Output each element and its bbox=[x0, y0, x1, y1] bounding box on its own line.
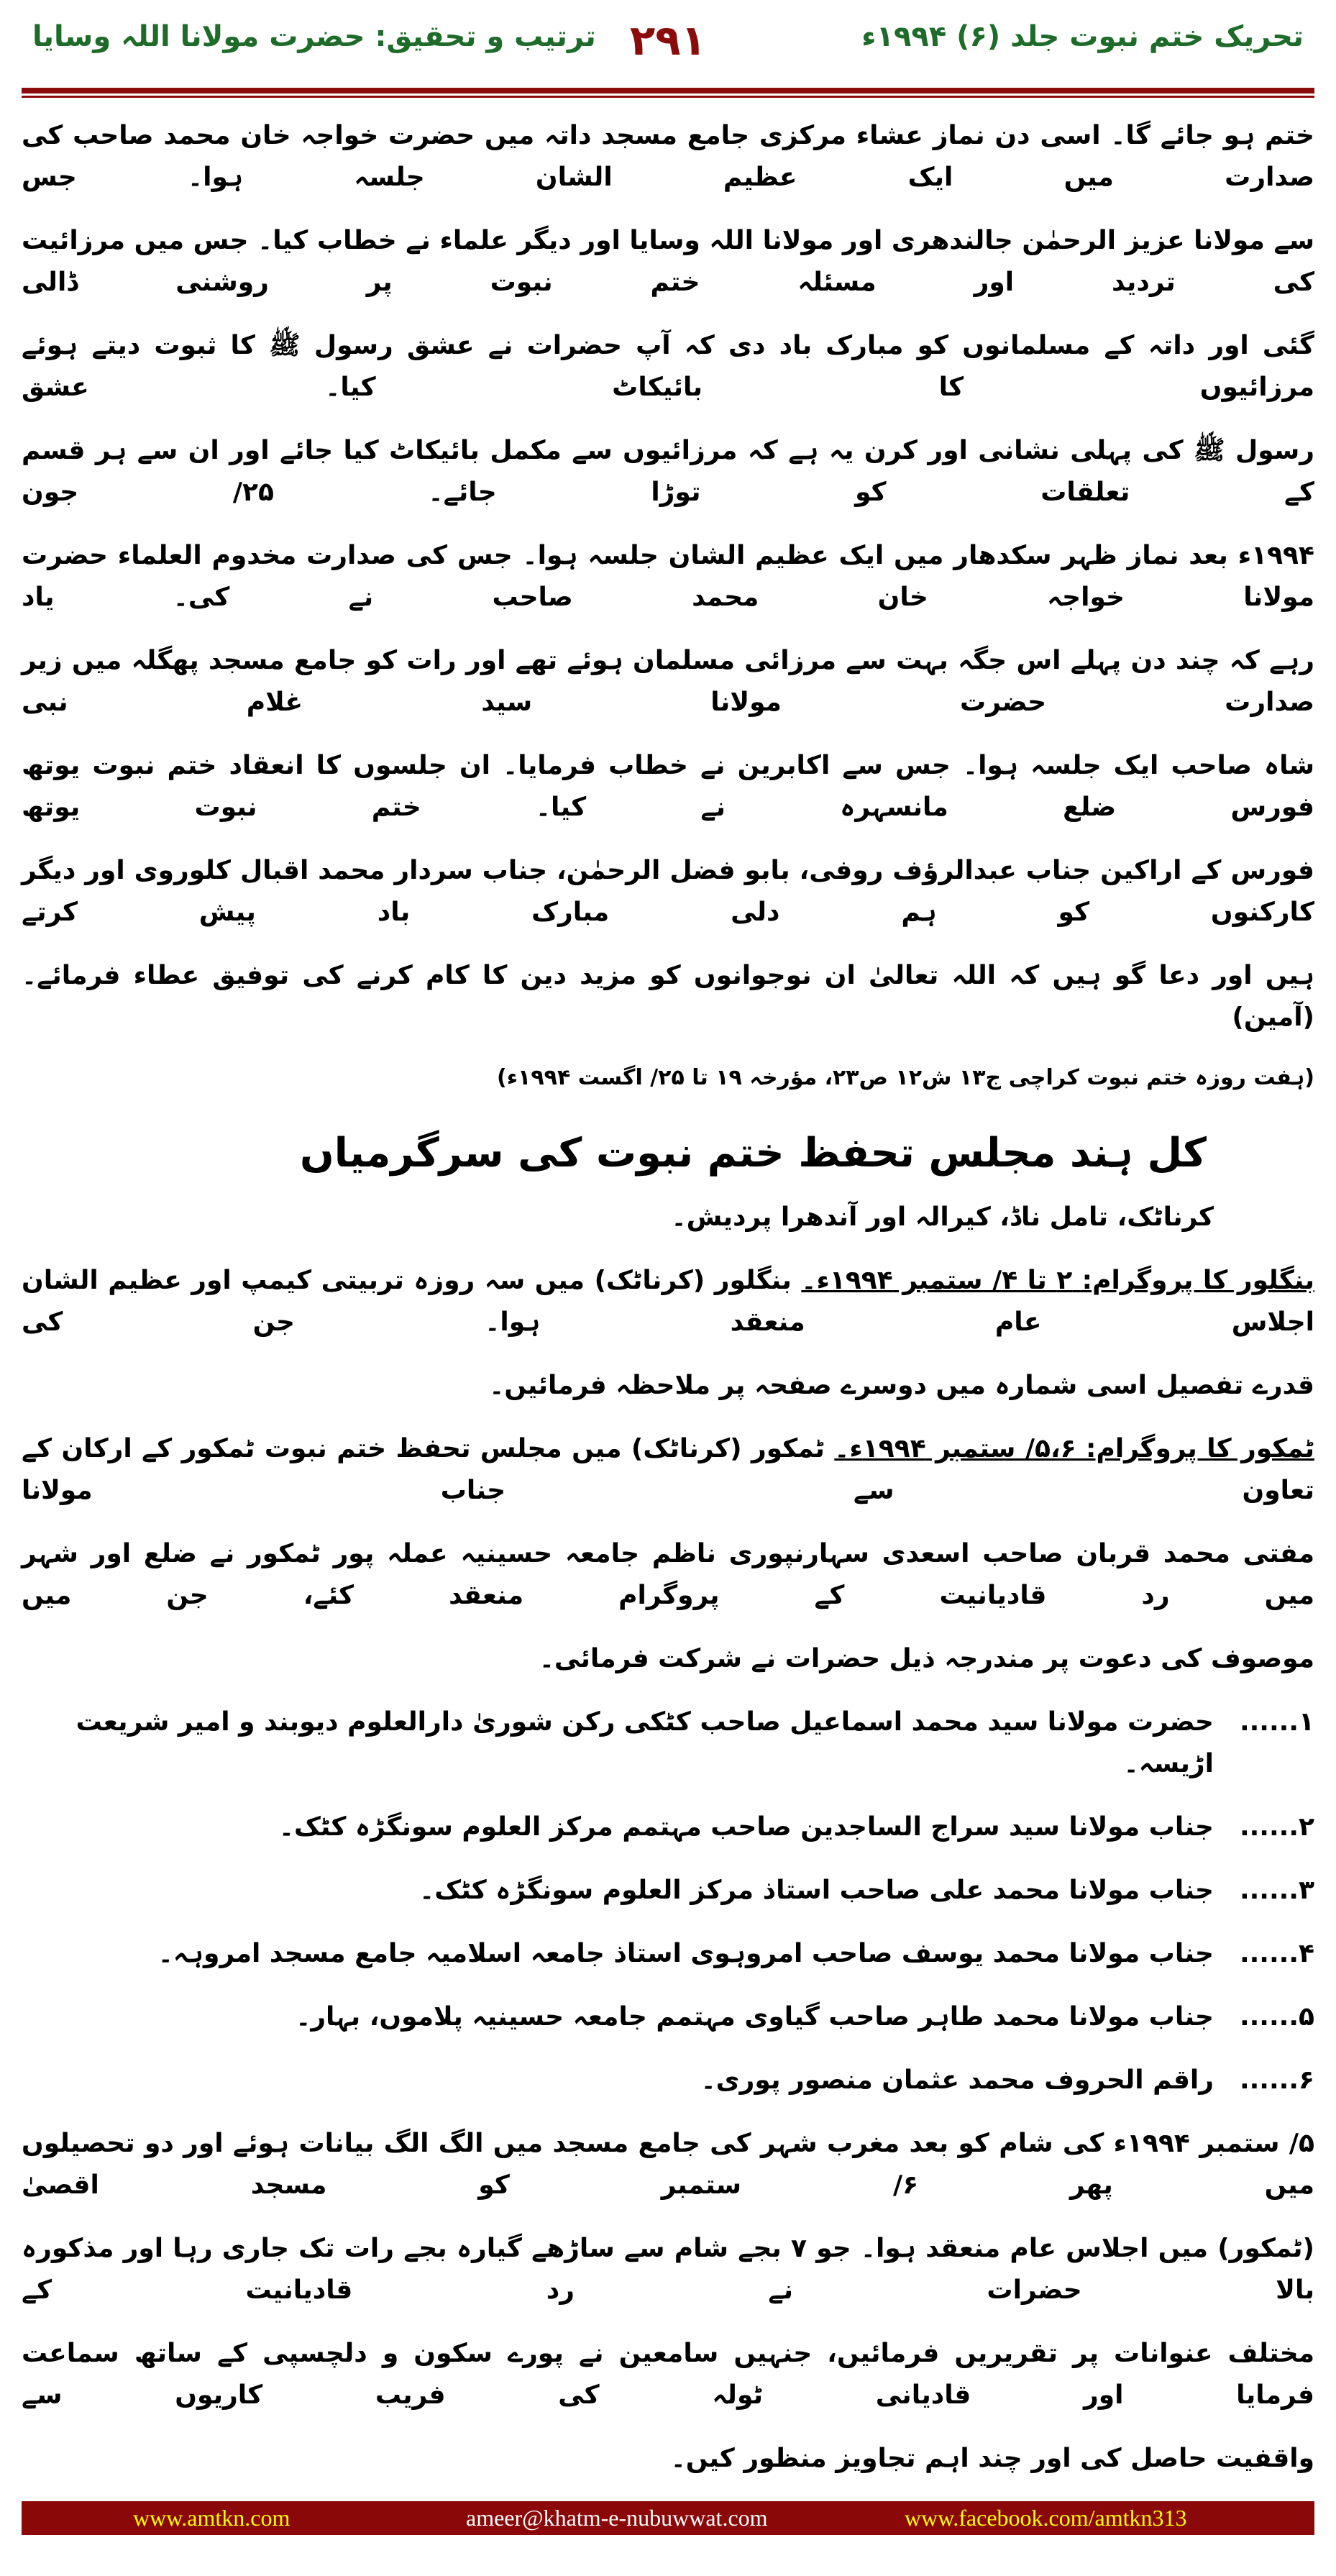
text-line: سے مولانا عزیز الرحمٰن جالندھری اور مولانا اللہ وسایا اور دیگر علماء نے خطاب کیا۔ جس میں مرزائیت کی تردید اور مسئلہ ختم نبوت پر روشنی ڈالی bbox=[22, 226, 1314, 297]
header-divider bbox=[22, 88, 1314, 93]
text-line: گئی اور داتہ کے مسلمانوں کو مبارک باد دی کہ آپ حضرات نے عشق رسول ﷺ کا ثبوت دیتے ہوئے مرزائیوں کا بائیکاٹ کیا۔ عشق bbox=[22, 331, 1314, 402]
list-number: ۱...... bbox=[1239, 1707, 1314, 1737]
text-line: قدرے تفصیل اسی شمارہ میں دوسرے صفحہ پر ملاحظہ فرمائیں۔ bbox=[489, 1371, 1314, 1400]
list-item: جناب مولانا محمد علی صاحب استاذ مرکز العلوم سونگڑہ کٹک۔ bbox=[419, 1876, 1214, 1905]
text-line: ۱۹۹۴ء بعد نماز ظہر سکدھار میں ایک عظیم الشان جلسہ ہوا۔ جس کی صدارت مخدوم العلماء حضرت مولانا خواجہ خان محمد صاحب نے کی۔ یاد bbox=[22, 541, 1314, 612]
citation: (ہفت روزہ ختم نبوت کراچی ج۱۳ ش۱۲ ص۲۳، مؤرخہ ۱۹ تا ۲۵/ اگست ۱۹۹۴ء) bbox=[496, 1065, 1314, 1090]
tumkur-program-line bbox=[22, 1428, 1314, 1512]
text-line: شاہ صاحب ایک جلسہ ہوا۔ جس سے اکابرین نے خطاب فرمایا۔ ان جلسوں کا انعقاد ختم نبوت یوتھ فورس ضلع مانسہرہ نے کیا۔ ختم نبوت یوتھ bbox=[22, 751, 1314, 822]
list-item: جناب مولانا محمد طاہر صاحب گیاوی مہتمم جامعہ حسینیہ پلاموں، بہار۔ bbox=[296, 2002, 1214, 2032]
list-row bbox=[22, 1933, 1314, 1975]
text-span: ٹمکور (کرناٹک) میں مجلس تحفظ ختم نبوت ٹمکور کے ارکان کے تعاون سے جناب مولانا bbox=[22, 1434, 1314, 1505]
header-divider-thin bbox=[22, 96, 1314, 98]
list-row bbox=[22, 1996, 1314, 2038]
list-number: ۳...... bbox=[1239, 1876, 1314, 1905]
text-line: رسول ﷺ کی پہلی نشانی اور کرن یہ ہے کہ مرزائیوں سے مکمل بائیکاٹ کیا جائے اور ان سے ہر قسم کے تعلقات کو توڑا جائے۔ ۲۵/ جون bbox=[22, 436, 1314, 507]
text-line: موصوف کی دعوت پر مندرجہ ذیل حضرات نے شرکت فرمائی۔ bbox=[539, 1644, 1314, 1673]
text-line: (ٹمکور) میں اجلاس عام منعقد ہوا۔ جو ۷ بجے شام سے ساڑھے گیارہ بجے رات تک جاری رہا اور مذکورہ بالا حضرات نے رد قادیانیت کے bbox=[22, 2234, 1314, 2305]
website-link[interactable]: www.amtkn.com bbox=[133, 2505, 290, 2531]
page-body bbox=[0, 101, 1336, 2501]
list-number: ۲...... bbox=[1239, 1812, 1314, 1842]
list-row bbox=[22, 2060, 1314, 2101]
list-number: ۴...... bbox=[1239, 1939, 1314, 1968]
list-row bbox=[22, 1807, 1314, 1848]
text-line: رہے کہ چند دن پہلے اس جگہ بہت سے مرزائی مسلمان ہوئے تھے اور رات کو جامع مسجد پھگلہ میں زیر صدارت حضرت مولانا سید غلام نبی bbox=[22, 646, 1314, 717]
compiler-credit: ترتیب و تحقیق: حضرت مولانا اللہ وسایا bbox=[32, 20, 596, 53]
text-line: واقفیت حاصل کی اور چند اہم تجاویز منظور کیں۔ bbox=[670, 2444, 1314, 2473]
list-row bbox=[22, 1870, 1314, 1912]
bangalore-program-line bbox=[22, 1260, 1314, 1343]
page-number: ۲۹۱ bbox=[629, 16, 707, 65]
text-line: مفتی محمد قربان صاحب اسعدی سہارنپوری ناظم جامعہ حسینیہ عملہ پور ٹمکور نے ضلع اور شہر میں رد قادیانیت کے پروگرام منعقد کئے، جن میں bbox=[22, 1539, 1314, 1610]
text-line: فورس کے اراکین جناب عبدالرؤف روفی، بابو فضل الرحمٰن، جناب سردار محمد اقبال کلوروی اور دیگر کارکنوں کو ہم دلی مبارک باد پیش کرتے bbox=[22, 856, 1314, 927]
list-item: جناب مولانا سید سراج الساجدین صاحب مہتمم مرکز العلوم سونگڑہ کٹک۔ bbox=[278, 1812, 1214, 1842]
list-number: ۶...... bbox=[1239, 2065, 1314, 2095]
text-line: مختلف عنوانات پر تقریریں فرمائیں، جنہیں سامعین نے پورے سکون و دلچسپی کے ساتھ سماعت فرمایا اور قادیانی ٹولہ کی فریب کاریوں سے bbox=[22, 2339, 1314, 2410]
email-link[interactable]: ameer@khatm-e-nubuwwat.com bbox=[466, 2505, 768, 2531]
text-span: بنگلور (کرناٹک) میں سہ روزہ تربیتی کیمپ اور عظیم الشان اجلاس عام منعقد ہوا۔ جن کی bbox=[22, 1266, 1314, 1337]
list-item: جناب مولانا محمد یوسف صاحب امروہوی استاذ جامعہ اسلامیہ جامع مسجد امروہہ۔ bbox=[157, 1939, 1214, 1968]
book-title: تحریک ختم نبوت جلد (۶) ۱۹۹۴ء bbox=[861, 20, 1304, 53]
section-subtitle: کرناٹک، تامل ناڈ، کیرالہ اور آندھرا پردیش۔ bbox=[671, 1202, 1214, 1232]
page-header bbox=[0, 0, 1336, 101]
section-heading: کل ہند مجلس تحفظ ختم نبوت کی سرگرمیاں bbox=[299, 1130, 1207, 1177]
text-line: ہیں اور دعا گو ہیں کہ اللہ تعالیٰ ان نوجوانوں کو مزید دین کا کام کرنے کی توفیق عطاء فرمائے۔ (آمین) bbox=[22, 961, 1314, 1032]
program-label-bangalore: بنگلور کا پروگرام: ۲ تا ۴/ ستمبر ۱۹۹۴ء۔ bbox=[801, 1266, 1314, 1295]
list-number: ۵...... bbox=[1239, 2002, 1314, 2032]
list-item: حضرت مولانا سید محمد اسماعیل صاحب کٹکی رکن شوریٰ دارالعلوم دیوبند و امیر شریعت اڑیسہ۔ bbox=[76, 1707, 1214, 1778]
text-line: ۵/ ستمبر ۱۹۹۴ء کی شام کو بعد مغرب شہر کی جامع مسجد میں الگ الگ بیانات ہوئے اور دو تحصیلوں میں پھر ۶/ ستمبر کو مسجد اقصیٰ bbox=[22, 2129, 1315, 2200]
text-line: ختم ہو جائے گا۔ اسی دن نماز عشاء مرکزی جامع مسجد داتہ میں حضرت خواجہ خان محمد صاحب کی صدارت میں ایک عظیم الشان جلسہ ہوا۔ جس bbox=[22, 121, 1314, 192]
facebook-link[interactable]: www.facebook.com/amtkn313 bbox=[905, 2505, 1187, 2531]
list-item: راقم الحروف محمد عثمان منصور پوری۔ bbox=[700, 2065, 1214, 2095]
program-label-tumkur: ٹمکور کا پروگرام: ۵،۶/ ستمبر ۱۹۹۴ء۔ bbox=[834, 1434, 1314, 1463]
footer-bar bbox=[22, 2501, 1314, 2535]
list-row bbox=[22, 1702, 1314, 1785]
